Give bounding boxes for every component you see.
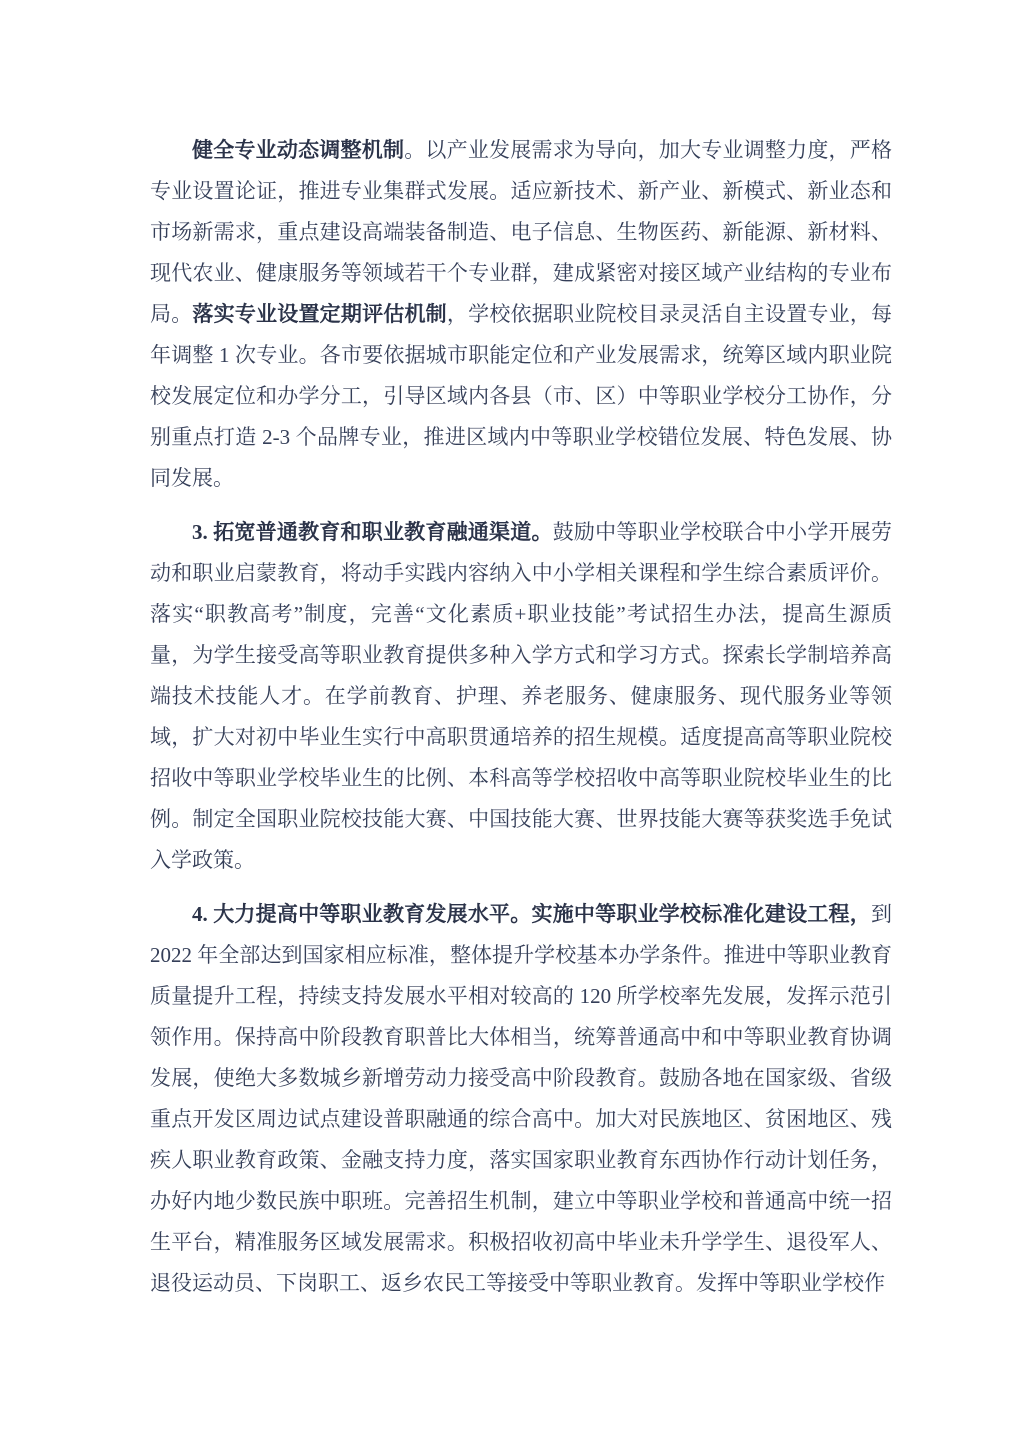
body-text: 到 2022 年全部达到国家相应标准，整体提升学校基本办学条件。推进中等职业教育质量提升工程，持续支持发展水平相对较高的 120 所学校率先发展，发挥示范引领作用。保持高中阶段教育职普比大体相当，统筹普通高中和中等职业教育协调发展，使绝大多数城乡新增劳动力接受高中阶段教育。鼓励各地在国家级、省级重点开发区周边试点建设普职融通的综合高中。加大对民族地区、贫困地区、残疾人职业教育政策、金融支持力度，落实国家职业教育东西协作行动计划任务，办好内地少数民族中职班。完善招生机制，建立中等职业学校和普通高中统一招生平台，精准服务区域发展需求。积极招收初高中毕业未升学学生、退役军人、退役运动员、下岗职工、返乡农民工等接受中等职业教育。发挥中等职业学校作 xyxy=(150,902,892,1295)
paragraph-adjust-mechanism xyxy=(150,130,892,499)
body-text: ，学校依据职业院校目录灵活自主设置专业，每年调整 1 次专业。各市要依据城市职能定位和产业发展需求，统筹区域内职业院校发展定位和办学分工，引导区域内各县（市、区）中等职业学校分工协作，分别重点打造 2-3 个品牌专业，推进区域内中等职业学校错位发展、特色发展、协同发展。 xyxy=(150,302,893,490)
paragraph-item-3 xyxy=(150,512,892,881)
body-text: 鼓励中等职业学校联合中小学开展劳动和职业启蒙教育，将动手实践内容纳入中小学相关课程和学生综合素质评价。落实“职教高考”制度，完善“文化素质+职业技能”考试招生办法，提高生源质量，为学生接受高等职业教育提供多种入学方式和学习方式。探索长学制培养高端技术技能人才。在学前教育、护理、养老服务、健康服务、现代服务业等领域，扩大对初中毕业生实行中高职贯通培养的招生规模。适度提高高等职业院校招收中等职业学校毕业生的比例、本科高等学校招收中高等职业院校毕业生的比例。制定全国职业院校技能大赛、中国技能大赛、世界技能大赛等获奖选手免试入学政策。 xyxy=(150,520,892,872)
paragraph-item-4 xyxy=(150,894,892,1304)
bold-lead-text: 健全专业动态调整机制 xyxy=(192,138,405,162)
bold-lead-text: 4. 大力提高中等职业教育发展水平。实施中等职业学校标准化建设工程， xyxy=(192,902,871,926)
bold-inline-text: 落实专业设置定期评估机制 xyxy=(192,302,447,326)
bold-lead-text: 3. 拓宽普通教育和职业教育融通渠道。 xyxy=(192,520,553,544)
body-text: 。以产业发展需求为导向，加大专业调整力度，严格专业设置论证，推进专业集群式发展。适应新技术、新产业、新模式、新业态和市场新需求，重点建设高端装备制造、电子信息、生物医药、新能源、新材料、现代农业、健康服务等领域若干个专业群，建成紧密对接区域产业结构的专业布局。 xyxy=(150,138,892,326)
document-page xyxy=(150,130,892,1304)
